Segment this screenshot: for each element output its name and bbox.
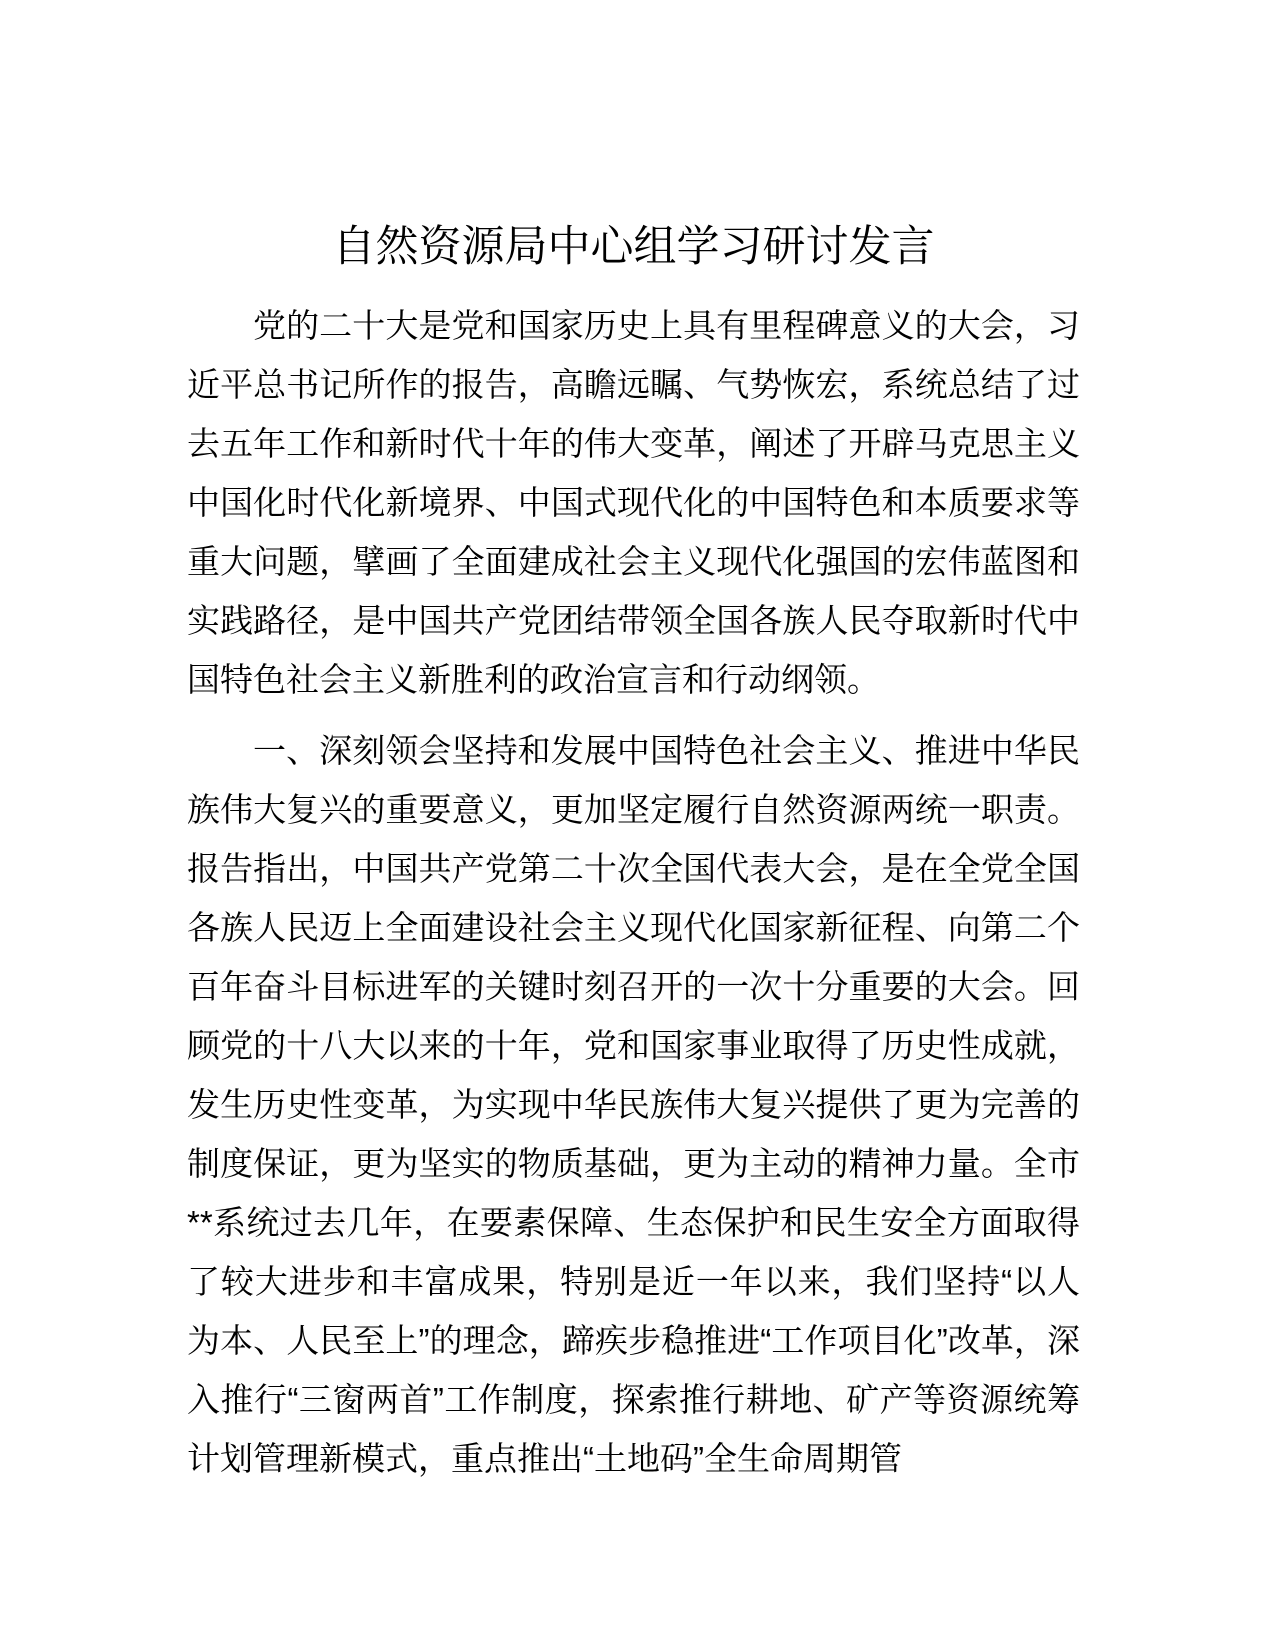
document-title: 自然资源局中心组学习研讨发言 <box>332 223 935 271</box>
document-content <box>187 0 1080 1488</box>
paragraph-section-one: 一、深刻领会坚持和发展中国特色社会主义、推进中华民族伟大复兴的重要意义，更加坚定履行自然资源两统一职责。报告指出，中国共产党第二十次全国代表大会，是在全党全国各族人民迈上全面建设社会主义现代化国家新征程、向第二个百年奋斗目标进军的关键时刻召开的一次十分重要的大会。回顾党的十八大以来的十年，党和国家事业取得了历史性成就，发生历史性变革，为实现中华民族伟大复兴提供了更为完善的制度保证，更为坚实的物质基础，更为主动的精神力量。全市**系统过去几年，在要素保障、生态保护和民生安全方面取得了较大进步和丰富成果，特别是近一年以来，我们坚持“以人为本、人民至上”的理念，蹄疾步稳推进“工作项目化”改革，深入推行“三窗两首”工作制度，探索推行耕地、矿产等资源统筹计划管理新模式，重点推出“土地码”全生命周期管 <box>187 732 1080 1477</box>
paragraph-intro: 党的二十大是党和国家历史上具有里程碑意义的大会，习近平总书记所作的报告，高瞻远瞩、气势恢宏，系统总结了过去五年工作和新时代十年的伟大变革，阐述了开辟马克思主义中国化时代化新境界、中国式现代化的中国特色和本质要求等重大问题，擘画了全面建成社会主义现代化强国的宏伟蓝图和实践路径，是中国共产党团结带领全国各族人民夺取新时代中国特色社会主义新胜利的政治宣言和行动纲领。 <box>187 307 1080 698</box>
